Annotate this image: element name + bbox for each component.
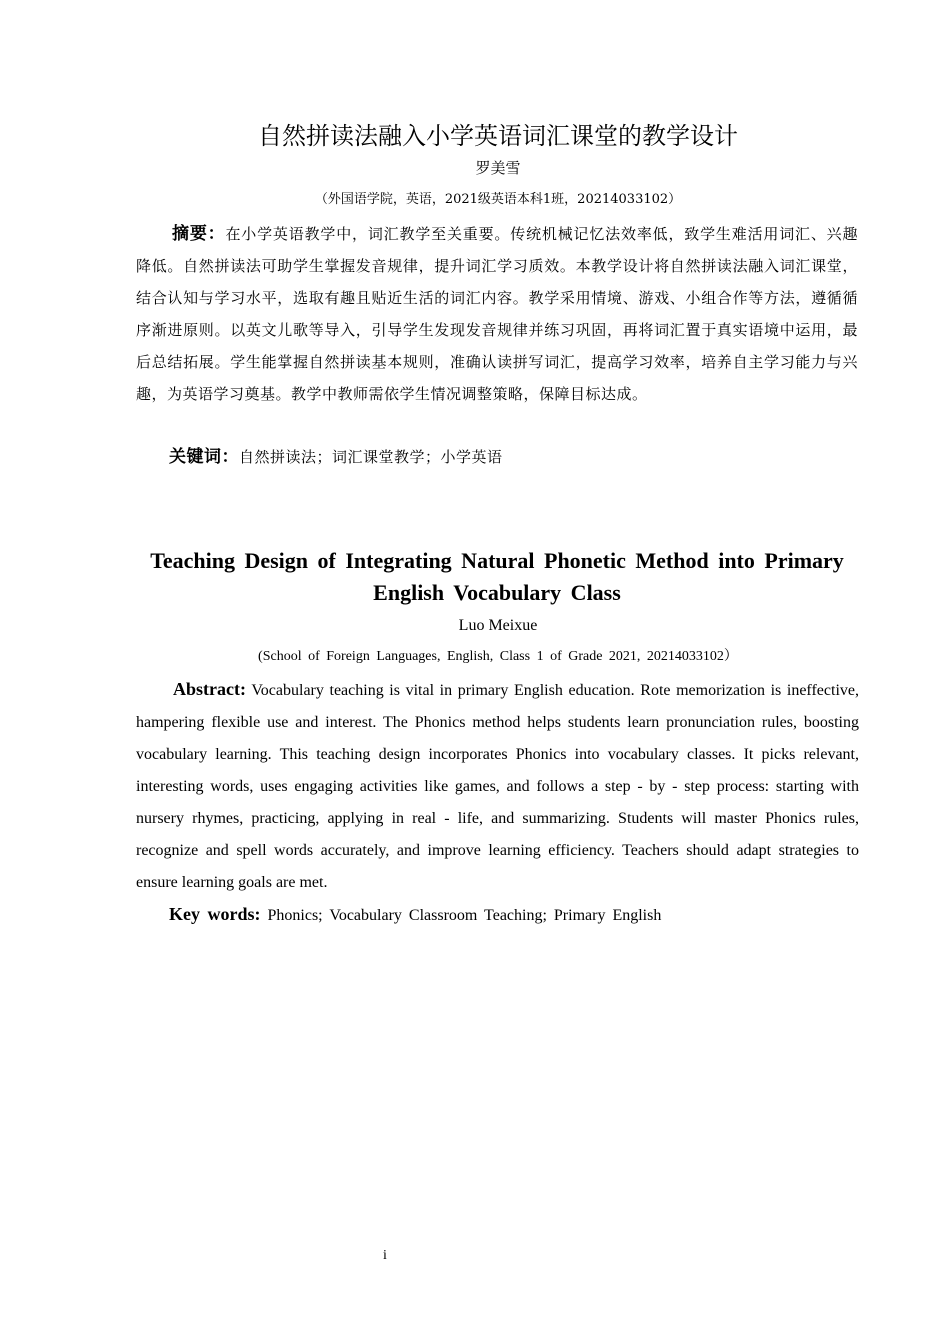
- chinese-author: 罗美雪: [475, 159, 521, 177]
- page-number: i: [383, 1248, 387, 1263]
- chinese-keywords-text: 自然拼读法；词汇课堂教学；小学英语: [239, 448, 503, 466]
- english-title: Teaching Design of Integrating Natural Phonetic Method into Primary English Vocabulary Class: [150, 548, 844, 605]
- chinese-keywords-label: 关键词：: [169, 447, 239, 467]
- chinese-title: 自然拼读法融入小学英语词汇课堂的教学设计: [258, 122, 738, 150]
- english-abstract: [136, 673, 859, 899]
- english-abstract-text: Vocabulary teaching is vital in primary English education. Rote memorization is ineffective, hampering flexible use and interest. The Phonics method helps students learn pronunciation rules, boosting vocabulary learning. This teaching design incorporates Phonics into vocabulary classes. It picks relevant, interesting words, uses engaging activities like games, and follows a step - by - step process: starting with nursery rhymes, practicing, applying in real - life, and summarizing. Students will master Phonics rules, recognize and spell words accurately, and improve learning efficiency. Teachers should adapt strategies to ensure learning goals are met.: [136, 682, 859, 891]
- english-keywords: [136, 899, 859, 931]
- chinese-affiliation: （外国语学院，英语，2021级英语本科1班，20214033102）: [314, 192, 682, 207]
- chinese-abstract: [136, 218, 858, 410]
- english-affiliation: (School of Foreign Languages, English, Class 1 of Grade 2021, 20214033102）: [258, 649, 738, 664]
- english-keywords-text: Phonics; Vocabulary Classroom Teaching; Primary English: [267, 907, 662, 924]
- english-keywords-label: Key words:: [169, 904, 261, 924]
- chinese-abstract-text: 在小学英语教学中，词汇教学至关重要。传统机械记忆法效率低，致学生难活用词汇、兴趣降低。自然拼读法可助学生掌握发音规律，提升词汇学习质效。本教学设计将自然拼读法融入词汇课堂，结合认知与学习水平，选取有趣且贴近生活的词汇内容。教学采用情境、游戏、小组合作等方法，遵循循序渐进原则。以英文儿歌等导入，引导学生发现发音规律并练习巩固，再将词汇置于真实语境中运用，最后总结拓展。学生能掌握自然拼读基本规则，准确认读拼写词汇，提高学习效率，培养自主学习能力与兴趣，为英语学习奠基。教学中教师需依学生情况调整策略，保障目标达成。: [136, 225, 858, 403]
- english-abstract-label: Abstract:: [173, 679, 246, 699]
- chinese-keywords: [136, 442, 858, 472]
- chinese-abstract-label: 摘要：: [172, 224, 226, 244]
- english-author: Luo Meixue: [458, 617, 538, 634]
